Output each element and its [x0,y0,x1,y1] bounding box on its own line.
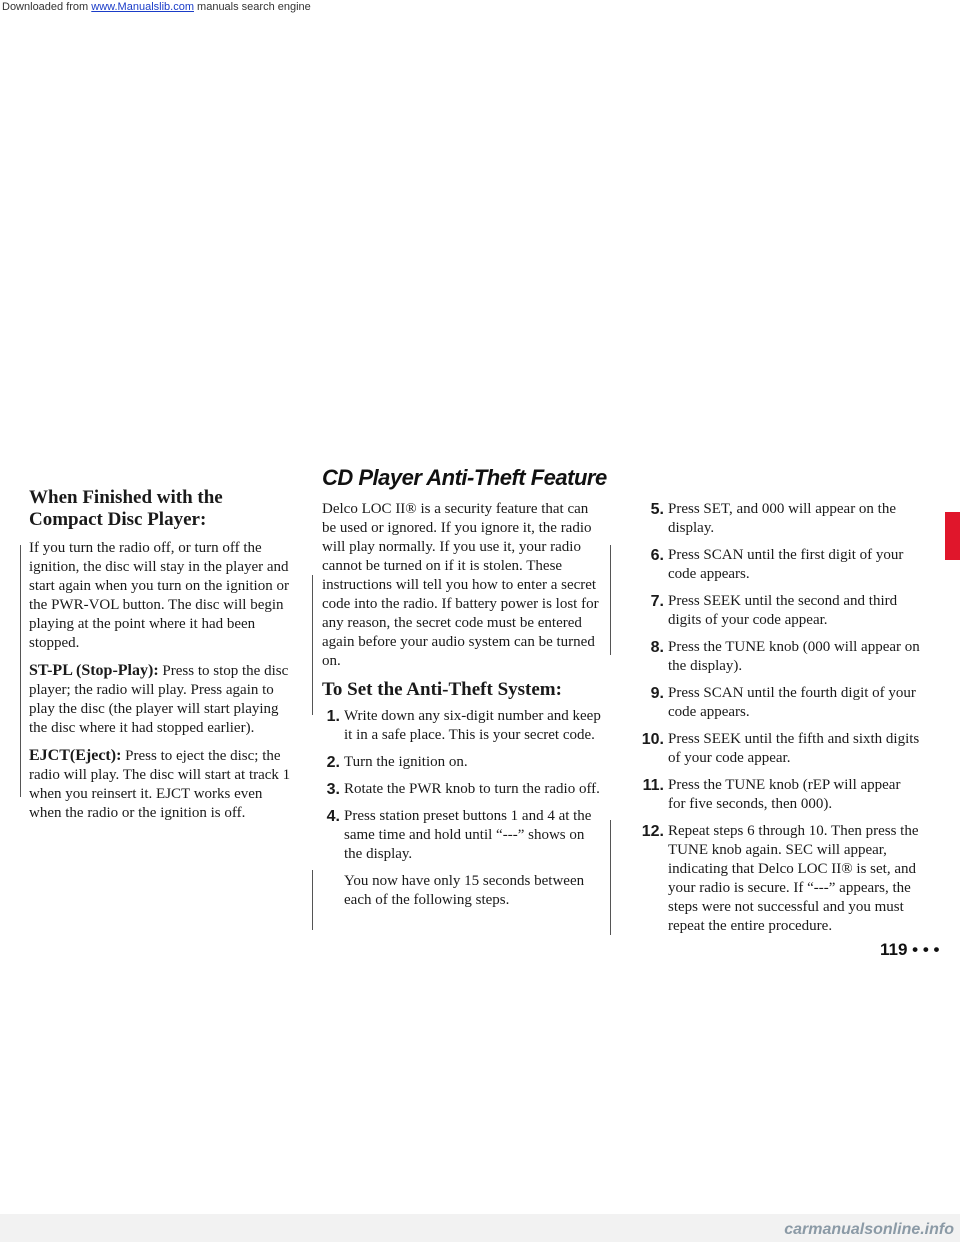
step-text: Press SCAN until the fourth digit of your code appears. [668,685,916,720]
column-right [640,500,920,944]
paragraph-intro: Delco LOC II® is a security feature that can be used or ignored. If you ignore it, the radio will play normally. If you use it, your radio cannot be turned on if it is stolen. These instructions will tell you how to enter a secret code into the radio. If battery power is lost for any reason, the secret code must be entered again before your audio system can be turned on. [322,501,599,669]
step-number: 12. [641,823,664,840]
column-rule [610,820,611,935]
download-banner [0,0,960,15]
paragraph-eject [29,746,291,823]
column-rule [312,575,313,715]
step-item [640,684,920,722]
step-text: Press SEEK until the fifth and sixth digits of your code appear. [668,731,920,766]
step-item [640,592,920,630]
step-text: Rotate the PWR knob to turn the radio off. [344,781,600,797]
step-text: Press SCAN until the first digit of your code appears. [668,547,904,582]
step-item [640,638,920,676]
paragraph-turn-off: If you turn the radio off, or turn off the ignition, the disc will stay in the player and start again when you turn on the ignition or the PWR-VOL button. The disc will begin playing at the point where it had been stopped. [29,540,289,651]
step-number: 3. [326,781,340,798]
step-number: 10. [641,731,664,748]
step-number: 11. [642,777,664,794]
steps-list [322,707,603,864]
step-number: 5. [650,501,664,518]
steps-list [640,500,920,936]
column-middle [322,500,603,918]
step-text: Press station preset buttons 1 and 4 at the same time and hold until “---” shows on the display. [344,808,592,862]
step-item [640,500,920,538]
step-text: Press the TUNE knob (000 will appear on the display). [668,639,920,674]
step-item [640,776,920,814]
banner-suffix: manuals search engine [193,1,311,13]
step-item [322,707,603,745]
step-item [322,807,603,864]
paragraph-fifteen-seconds: You now have only 15 seconds between each of the following steps. [344,873,585,908]
step-text: Turn the ignition on. [344,754,468,770]
column-left [29,487,291,831]
watermark: carmanualsonline.info [784,1221,954,1238]
paragraph-stop-play [29,661,291,738]
step-item [640,730,920,768]
step-number: 6. [650,547,664,564]
step-number: 4. [326,808,340,825]
page-number: 119 • • • [880,940,940,959]
step-text: Press the TUNE knob (rEP will appear for five seconds, then 000). [668,777,901,812]
step-text: Write down any six-digit number and keep it in a safe place. This is your secret code. [344,708,601,743]
section-tab-marker [945,512,960,560]
step-number: 7. [650,593,664,610]
label-eject: EJCT(Eject): [29,747,122,764]
heading-set-anti-theft: To Set the Anti-Theft System: [322,679,562,700]
step-item [322,780,603,799]
step-text: Press SET, and 000 will appear on the display. [668,501,897,536]
section-title: CD Player Anti-Theft Feature [322,465,607,490]
banner-prefix: Downloaded from [2,1,92,13]
step-number: 8. [650,639,664,656]
step-text: Press SEEK until the second and third digits of your code appear. [668,593,898,628]
text-eject: Press to eject the disc; the radio will play. The disc will start at track 1 when you reinsert it. EJCT works even when the radio or the ignition is off. [29,748,291,821]
footer-banner [0,1214,960,1242]
step-item [640,546,920,584]
manualslib-link[interactable]: www.Manualslib.com [91,1,194,13]
column-rule [610,545,611,655]
step-number: 1. [326,708,340,725]
column-rule [312,870,313,930]
heading-finished-compact-disc: When Finished with the Compact Disc Player: [29,487,223,530]
step-number: 9. [650,685,664,702]
step-item [640,822,920,936]
step-item [322,753,603,772]
step-number: 2. [326,754,340,771]
column-rule [20,545,21,797]
text-stop-play: Press to stop the disc player; the radio will play. Press again to play the disc (the player will start playing the disc where it had stopped earlier). [29,663,289,736]
label-stop-play: ST-PL (Stop-Play): [29,662,159,679]
step-text: Repeat steps 6 through 10. Then press the TUNE knob again. SEC will appear, indicating that Delco LOC II® is set, and your radio is secure. If “---” appears, the steps were not successful and you must repeat the entire procedure. [668,823,919,934]
